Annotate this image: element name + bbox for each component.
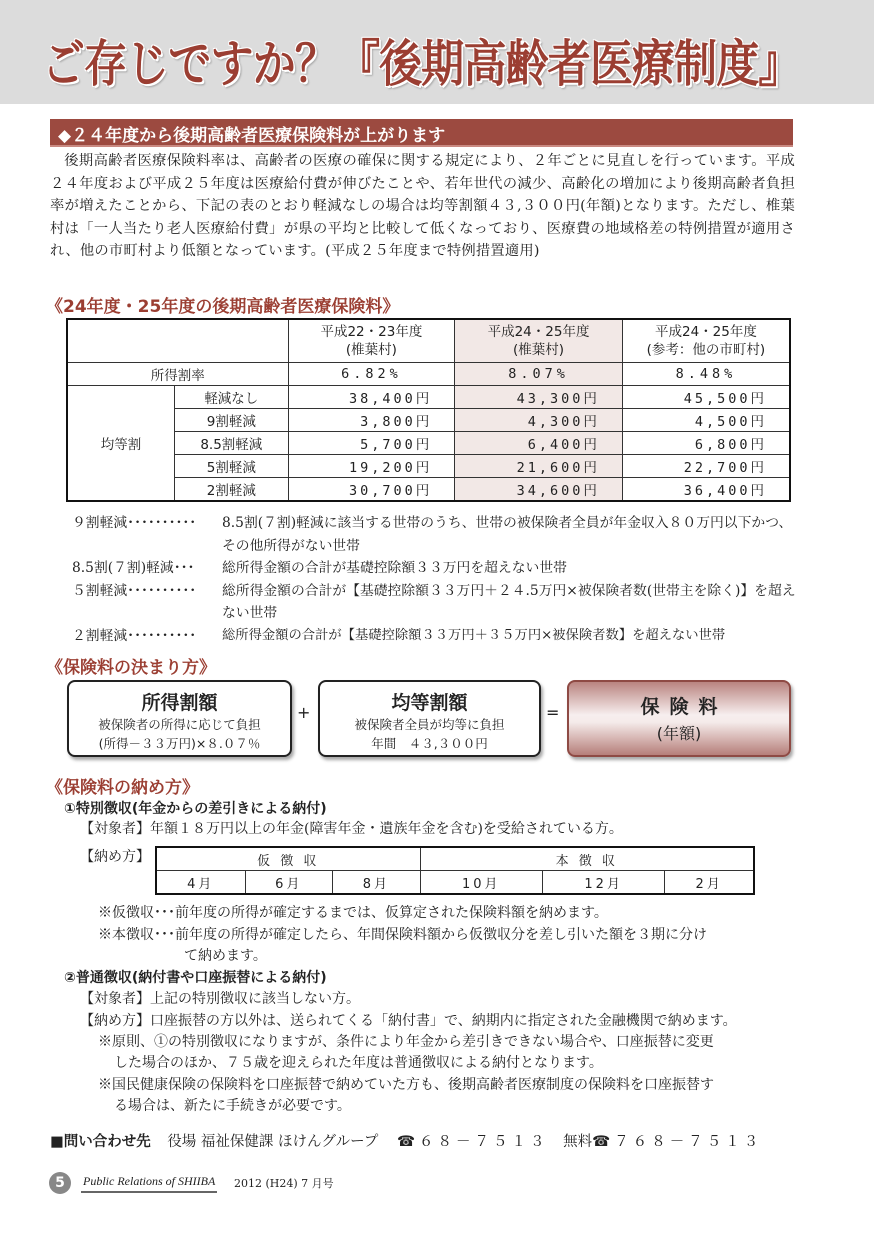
table-row [67, 455, 790, 478]
page-title: ご存じですか？『後期高齢者医療制度』 [42, 35, 801, 93]
note-item [72, 557, 797, 580]
formula-heading: 《保険料の決まり方》 [46, 658, 216, 678]
toll-free-number[interactable]: ☎７６８－７５１３ [592, 1134, 763, 1150]
month-cell: 6月 [245, 871, 333, 895]
contact-info [50, 1130, 762, 1151]
box-title: 所得割額 [141, 692, 218, 714]
issue-date: 2012 (H24) 7 月号 [234, 1177, 334, 1190]
schedule-group-row [156, 847, 754, 871]
note-label: 8.5割(７割)軽減･･･ [72, 560, 195, 576]
special-target: 【対象者】年額１８万円以上の年金(障害年金・遺族年金を含む)を受給されている方。 [80, 821, 623, 837]
row-label: 8.5割軽減 [175, 432, 289, 455]
note-text: 総所得金額の合計が基礎控除額３３万円を超えない世帯 [222, 560, 567, 576]
equals-sign: = [546, 703, 560, 722]
payment-schedule-table [155, 846, 755, 895]
flat-rate-box [318, 680, 541, 757]
payment-heading: 《保険料の納め方》 [46, 778, 199, 798]
table-cell: 19,200円 [288, 455, 455, 478]
normal-target: 【対象者】上記の特別徴収に該当しない方。 [80, 991, 360, 1007]
table-row [67, 478, 790, 502]
box-line: (年額) [656, 724, 702, 743]
table-cell: 8.48% [622, 363, 790, 386]
month-cell: 12月 [542, 871, 664, 895]
section-header [50, 119, 793, 147]
premium-result-box [567, 680, 791, 757]
final-note-cont: て納めます。 [184, 948, 267, 964]
table-cell: 21,600円 [455, 455, 623, 478]
table-cell: 4,500円 [622, 409, 790, 432]
fee-table [66, 318, 791, 502]
table-cell: 6,400円 [455, 432, 623, 455]
table-cell: 4,300円 [455, 409, 623, 432]
special-collection-title: ①特別徴収(年金からの差引きによる納付) [64, 801, 327, 817]
box-line: 年間 ４３,３００円 [371, 736, 488, 751]
income-based-box [67, 680, 292, 757]
note-item [72, 580, 797, 625]
box-title: 均等割額 [391, 692, 468, 714]
note-text: 総所得金額の合計が【基礎控除額３３万円＋２４.5万円×被保険者数(世帯主を除く)】を超えない世帯 [222, 582, 796, 621]
table-row [67, 432, 790, 455]
section-title: ◆２４年度から後期高齢者医療保険料が上がります [58, 126, 446, 146]
note-item [72, 625, 797, 648]
intro-paragraph: 後期高齢者医療保険料率は、高齢者の医療の確保に関する規定により、２年ごとに見直しを行っています。平成２４年度および平成２５年度は医療給付費が伸びたことや、若年世代の減少、高齢化の増加により後期高齢者負担率が増えたことから、下記の表のとおり軽減なしの場合は均等割額４３,３００円(年額)となります。ただし、椎葉村は「一人当たり老人医療給付費」が県の平均と比較して低くなっており、医療費の地域格差の特例措置が適用され、他の市町村より低額となっています。(平成２５年度まで特例措置適用) [50, 153, 795, 259]
table-cell: 3,800円 [288, 409, 455, 432]
table-cell: 5,700円 [288, 432, 455, 455]
normal-note: ※原則、①の特別徴収になりますが、条件により年金から差引きできない場合や、口座振替に変更 [98, 1034, 714, 1050]
table-cell: 30,700円 [288, 478, 455, 502]
group-cell: 仮 徴 収 [156, 847, 420, 871]
contact-label: ■問い合わせ先 [50, 1134, 151, 1150]
provisional-note: ※仮徴収･･･前年度の所得が確定するまでは、仮算定された保険料額を納めます。 [98, 905, 608, 921]
column-header: 平成24・25年度 (椎葉村) [455, 319, 623, 363]
table-row [67, 386, 790, 409]
note-label: ２割軽減･･････････ [72, 627, 197, 644]
title-banner [0, 0, 874, 104]
group-label: 均等割 [67, 386, 175, 502]
table-cell: 34,600円 [455, 478, 623, 502]
table-cell: 36,400円 [622, 478, 790, 502]
schedule-month-row [156, 871, 754, 895]
row-label: 2割軽減 [175, 478, 289, 502]
box-line: 被保険者全員が均等に負担 [354, 717, 505, 732]
reduction-notes [72, 512, 797, 647]
normal-collection-title: ②普通徴収(納付書や口座振替による納付) [64, 970, 327, 986]
month-cell: 4月 [156, 871, 245, 895]
account-transfer-note-cont: る場合は、新たに手続きが必要です。 [114, 1098, 351, 1114]
fee-table-header-row [67, 319, 790, 363]
publication-name: Public Relations of SHIIBA [81, 1174, 217, 1193]
table-cell: 22,700円 [622, 455, 790, 478]
note-label: ９割軽減･･････････ [72, 515, 197, 531]
normal-note-cont: した場合のほか、７５歳を迎えられた年度は普通徴収による納付となります。 [114, 1055, 603, 1071]
table-cell: 45,500円 [622, 386, 790, 409]
month-cell: 10月 [420, 871, 542, 895]
table-cell: 6,800円 [622, 432, 790, 455]
special-method-label: 【納め方】 [80, 849, 150, 865]
column-header: 平成22・23年度 (椎葉村) [288, 319, 455, 363]
table-cell: 8.07% [455, 363, 623, 386]
row-label: 9割軽減 [175, 409, 289, 432]
box-line: (所得－３３万円)×８.０７％ [98, 736, 261, 751]
page-number: 5 [49, 1172, 71, 1194]
fee-table-heading: 《24年度・25年度の後期高齢者医療保険料》 [46, 297, 400, 317]
note-label: ５割軽減･･････････ [72, 582, 197, 599]
toll-free-label: 無料 [563, 1134, 593, 1150]
row-label: 5割軽減 [175, 455, 289, 478]
row-label: 軽減なし [175, 386, 289, 409]
box-title: 保険料 [640, 696, 728, 718]
contact-dept: 役場 福祉保健課 ほけんグループ [167, 1134, 379, 1150]
table-cell: 43,300円 [455, 386, 623, 409]
box-line: 被保険者の所得に応じて負担 [98, 717, 261, 732]
note-text: 総所得金額の合計が【基礎控除額３３万円＋３５万円×被保険者数】を超えない世帯 [222, 627, 726, 643]
final-note: ※本徴収･･･前年度の所得が確定したら、年間保険料額から仮徴収分を差し引いた額を３期に分け [98, 927, 707, 943]
table-cell: 38,400円 [288, 386, 455, 409]
group-cell: 本 徴 収 [420, 847, 754, 871]
table-cell: 6.82% [288, 363, 455, 386]
phone-number[interactable]: ☎６８－７５１３ [396, 1134, 549, 1150]
column-header: 平成24・25年度 (参考：他の市町村) [622, 319, 790, 363]
note-text: 8.5割(７割)軽減に該当する世帯のうち、世帯の被保険者全員が年金収入８０万円以下かつ、その他所得がない世帯 [222, 515, 793, 554]
row-label: 所得割率 [67, 363, 288, 386]
month-cell: 8月 [333, 871, 421, 895]
table-row [67, 363, 790, 386]
table-row [67, 409, 790, 432]
empty-header-cell [67, 319, 288, 363]
account-transfer-note: ※国民健康保険の保険料を口座振替で納めていた方も、後期高齢者医療制度の保険料を口座振替す [98, 1077, 714, 1093]
normal-method: 【納め方】口座振替の方以外は、送られてくる「納付書」で、納期内に指定された金融機関で納めます。 [80, 1013, 737, 1029]
plus-sign: + [297, 703, 311, 722]
month-cell: 2月 [665, 871, 754, 895]
note-item [72, 512, 797, 557]
